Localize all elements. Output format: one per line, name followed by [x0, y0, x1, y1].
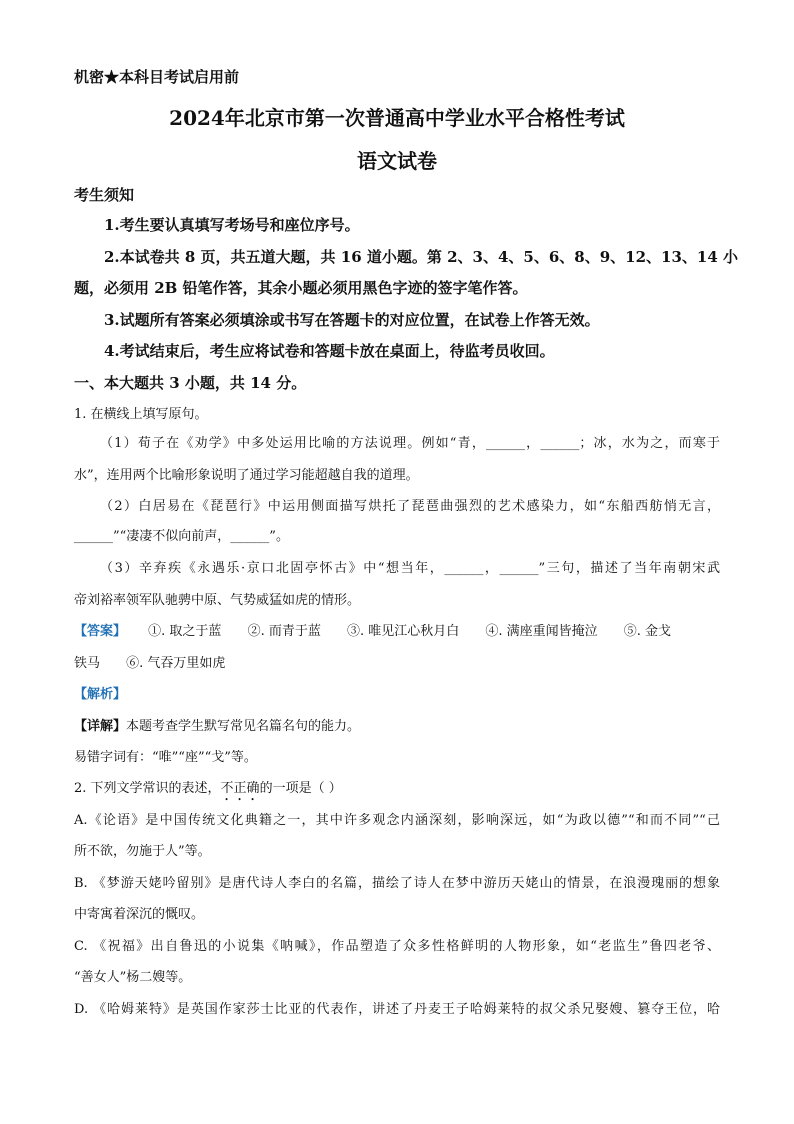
question-1-part3-line1: （3）辛弃疾《永遇乐·京口北固亭怀古》中“想当年，______，______”三句，描述了当年南朝宋武 [100, 561, 720, 576]
option-b-line1: B. 《梦游天姥吟留别》是唐代诗人李白的名篇，描绘了诗人在梦中游历天姥山的情景，在浪漫瑰丽的想象 [74, 876, 720, 891]
error-words: 易错字词有：“唯”“座”“戈”等。 [74, 750, 257, 765]
answer-line-2 [74, 652, 225, 671]
question-1-part2-line1: （2）白居易在《琵琶行》中运用侧面描写烘托了琵琶曲强烈的艺术感染力，如“东船西舫悄无言， [100, 499, 720, 514]
option-b-line2: 中寄寓着深沉的慨叹。 [74, 907, 205, 922]
answer-item-4: ④. 满座重闻皆掩泣 [485, 624, 598, 639]
question-1-part2-line2: ______”“凄凄不似向前声，______”。 [74, 529, 289, 544]
answer-label: 【答案】 [74, 624, 127, 639]
detail-label: 【详解】 [74, 719, 127, 734]
question-2-emphasis: 不正确 [220, 781, 260, 796]
question-1-part1-line1: （1）荀子在《劝学》中多处运用比喻的方法说理。例如“青，______，______；冰，水为之，而寒于 [100, 436, 720, 451]
option-a-line2: 所不欲，勿施于人”等。 [74, 844, 211, 859]
exam-title: 2024年北京市第一次普通高中学业水平合格性考试 [169, 106, 625, 130]
question-2-stem [74, 777, 342, 804]
detail-line [74, 715, 360, 734]
notice-heading: 考生须知 [74, 186, 135, 204]
answer-item-1: ①. 取之于蓝 [148, 624, 222, 639]
question-1-part1-line2: 水”，连用两个比喻形象说明了通过学习能超越自我的道理。 [74, 468, 419, 483]
option-a-line1: A.《论语》是中国传统文化典籍之一，其中许多观念内涵深刻，影响深远，如“为政以德”“和而不同”“己 [74, 813, 720, 828]
notice-item-2-line1: 2.本试卷共 8 页，共五道大题，共 16 道小题。第 2、3、4、5、6、8、9、12、13、14 小 [104, 248, 738, 266]
answer-item-6: ⑥. 气吞万里如虎 [126, 656, 226, 671]
detail-text: 本题考查学生默写常见名篇名句的能力。 [126, 719, 361, 734]
notice-item-4: 4.考试结束后，考生应将试卷和答题卡放在桌面上，待监考员收回。 [104, 342, 555, 360]
section-heading: 一、本大题共 3 小题，共 14 分。 [74, 374, 307, 392]
confidential-mark: 机密★本科目考试启用前 [74, 68, 240, 86]
analysis-label: 【解析】 [74, 687, 127, 702]
exam-subtitle: 语文试卷 [357, 149, 437, 173]
question-1-stem: 1. 在横线上填写原句。 [74, 407, 208, 422]
answer-item-5: ⑤. 金戈 [623, 624, 672, 639]
option-d-line1: D. 《哈姆莱特》是英国作家莎士比亚的代表作，讲述了丹麦王子哈姆莱特的叔父杀兄娶嫂、篡夺王位，哈 [74, 1002, 720, 1017]
notice-item-2-line2: 题，必须用 2B 铅笔作答，其余小题必须用黑色字迹的签字笔作答。 [74, 279, 528, 297]
notice-item-3: 3.试题所有答案必须填涂或书写在答题卡的对应位置，在试卷上作答无效。 [104, 311, 600, 329]
question-1-part3-line2: 帝刘裕率领军队驰骋中原、气势威猛如虎的情形。 [74, 593, 361, 608]
option-c-line2: “善女人”杨二嫂等。 [74, 970, 192, 985]
question-2-stem-end: 的一项是（ ） [259, 781, 342, 796]
answer-item-5-cont: 铁马 [74, 656, 101, 671]
answer-item-2: ②. 而青于蓝 [247, 624, 321, 639]
option-c-line1: C. 《祝福》出自鲁迅的小说集《呐喊》，作品塑造了众多性格鲜明的人物形象，如“老监生”鲁四老爷、 [74, 939, 720, 954]
question-2-stem-text: 2. 下列文学常识的表述， [74, 781, 221, 796]
notice-item-1: 1.考生要认真填写考场号和座位序号。 [104, 216, 360, 234]
answer-line [74, 620, 720, 639]
answer-item-3: ③. 唯见江心秋月白 [346, 624, 460, 639]
